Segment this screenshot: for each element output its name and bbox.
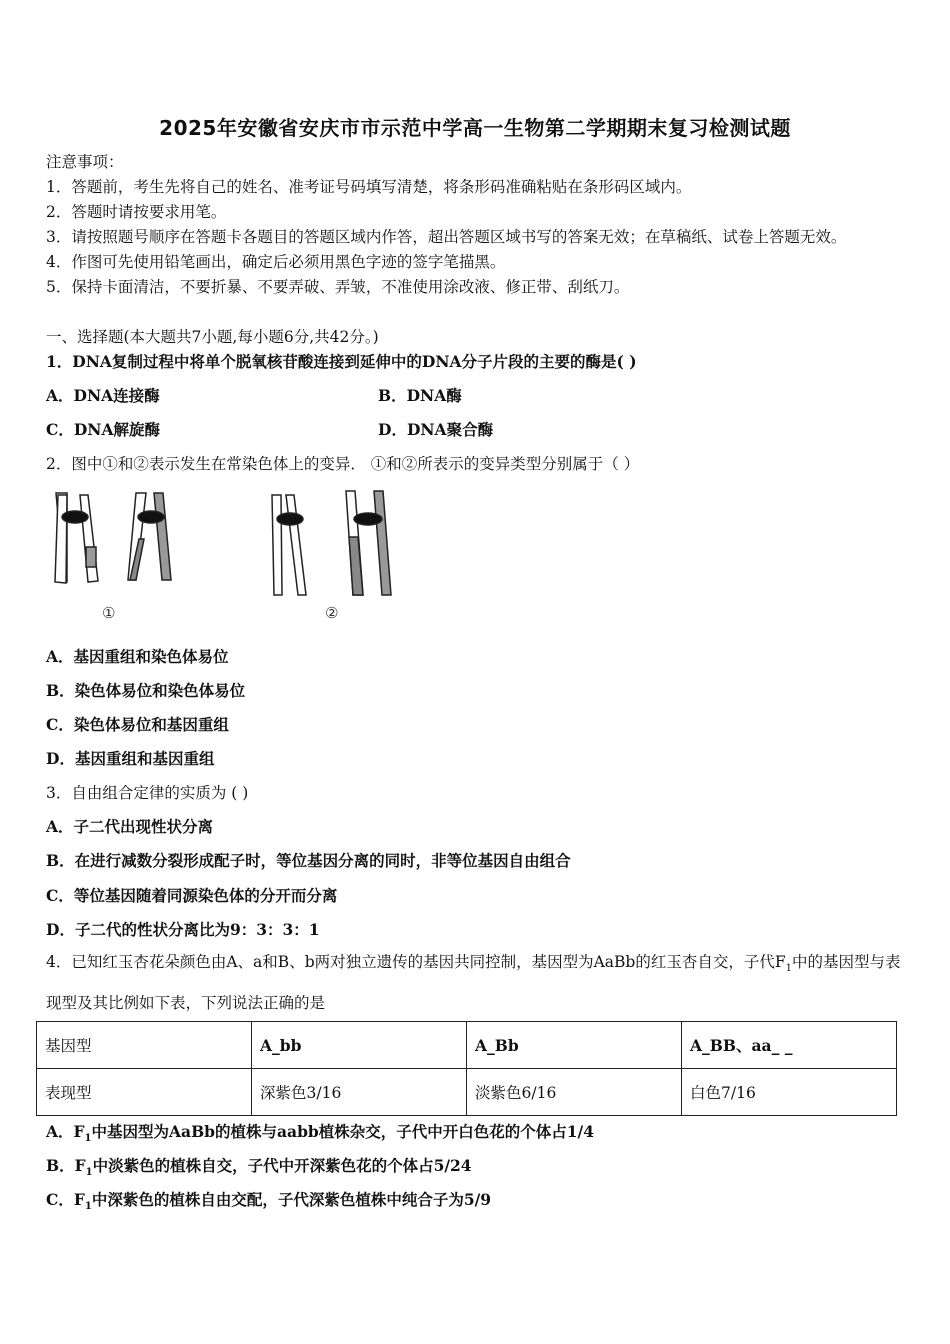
- question-1-option-c: C．DNA解旋酶: [46, 420, 160, 439]
- table-cell: A_Bb: [467, 1022, 682, 1069]
- question-1-stem: 1．DNA复制过程中将单个脱氧核苷酸连接到延伸中的DNA分子片段的主要的酶是( ): [46, 352, 637, 371]
- section-heading: 一、选择题(本大题共7小题,每小题6分,共42分。): [46, 328, 379, 346]
- notice-item: 4．作图可先使用铅笔画出，确定后必须用黑色字迹的签字笔描黑。: [46, 253, 506, 271]
- option-text: 中基因型为AaBb的植株与aabb植株杂交，子代中开白色花的个体占1/4: [91, 1122, 595, 1141]
- table-cell: 表现型: [37, 1069, 252, 1116]
- question-1-option-a: A．DNA连接酶: [46, 386, 160, 405]
- option-text: 中淡紫色的植株自交，子代中开深紫色花的个体占5/24: [92, 1156, 472, 1175]
- question-2-option-d: D．基因重组和基因重组: [46, 749, 215, 768]
- chromosome-figure: [50, 487, 410, 627]
- option-prefix: C．F: [46, 1190, 85, 1209]
- question-2-option-b: B．染色体易位和染色体易位: [46, 681, 246, 700]
- question-4-stem: [46, 945, 911, 1020]
- subscript: 1: [84, 1201, 92, 1213]
- table-cell: 白色7/16: [682, 1069, 897, 1116]
- question-4-stem-part1: 4．已知红玉杏花朵颜色由A、a和B、b两对独立遗传的基因共同控制，基因型为AaBb的红玉杏自交，子代F: [46, 953, 786, 971]
- question-2-option-c: C．染色体易位和基因重组: [46, 715, 229, 734]
- question-1-option-d: D．DNA聚合酶: [378, 420, 494, 439]
- subscript: 1: [85, 1167, 93, 1179]
- subscript: 1: [785, 963, 792, 975]
- notice-item: 3．请按照题号顺序在答题卡各题目的答题区域内作答，超出答题区域书写的答案无效；在草稿纸、试卷上答题无效。: [46, 228, 847, 246]
- question-3-stem: 3．自由组合定律的实质为 ( ): [46, 784, 249, 802]
- chromosome-pair-2: [272, 491, 391, 595]
- question-1-option-b: B．DNA酶: [378, 386, 462, 405]
- figure-label-2: ②: [325, 604, 339, 622]
- question-2-option-a: A．基因重组和染色体易位: [46, 647, 229, 666]
- option-text: 中深紫色的植株自由交配，子代深紫色植株中纯合子为5/9: [91, 1190, 492, 1209]
- option-prefix: B．F: [46, 1156, 86, 1175]
- notice-heading: 注意事项：: [46, 153, 124, 171]
- question-3-option-a: A．子二代出现性状分离: [46, 817, 214, 836]
- table-row: [37, 1022, 897, 1069]
- question-4-stem-part2: 中的基因型与表现型及其比例如下表，下列说法正确的是: [46, 953, 901, 1013]
- table-cell: 深紫色3/16: [252, 1069, 467, 1116]
- question-3-option-d: D．子二代的性状分离比为9：3：3：1: [46, 920, 320, 939]
- notice-item: 1．答题前，考生先将自己的姓名、准考证号码填写清楚，将条形码准确粘贴在条形码区域内。: [46, 178, 692, 196]
- table-cell: 基因型: [37, 1022, 252, 1069]
- question-4-option-c: [46, 1190, 491, 1217]
- table-cell: A_BB、aa_ _: [682, 1022, 897, 1069]
- chromosome-pair-1: [55, 493, 171, 583]
- notice-item: 5．保持卡面清洁，不要折暴、不要弄破、弄皱，不准使用涂改液、修正带、刮纸刀。: [46, 278, 630, 296]
- page-title: 2025年安徽省安庆市市示范中学高一生物第二学期期末复习检测试题: [159, 116, 791, 140]
- table-cell: 淡紫色6/16: [467, 1069, 682, 1116]
- notice-item: 2．答题时请按要求用笔。: [46, 203, 227, 221]
- subscript: 1: [84, 1133, 92, 1145]
- table-row: [37, 1069, 897, 1116]
- question-3-option-c: C．等位基因随着同源染色体的分开而分离: [46, 886, 338, 905]
- question-3-option-b: B．在进行减数分裂形成配子时，等位基因分离的同时，非等位基因自由组合: [46, 851, 571, 870]
- question-2-stem: 2．图中①和②表示发生在常染色体上的变异． ①和②所表示的变异类型分别属于（ ）: [46, 455, 640, 473]
- question-4-option-a: [46, 1122, 594, 1149]
- option-prefix: A．F: [46, 1122, 85, 1141]
- genotype-table: [36, 1021, 897, 1116]
- figure-label-1: ①: [102, 604, 116, 622]
- question-4-option-b: [46, 1156, 472, 1183]
- table-cell: A_bb: [252, 1022, 467, 1069]
